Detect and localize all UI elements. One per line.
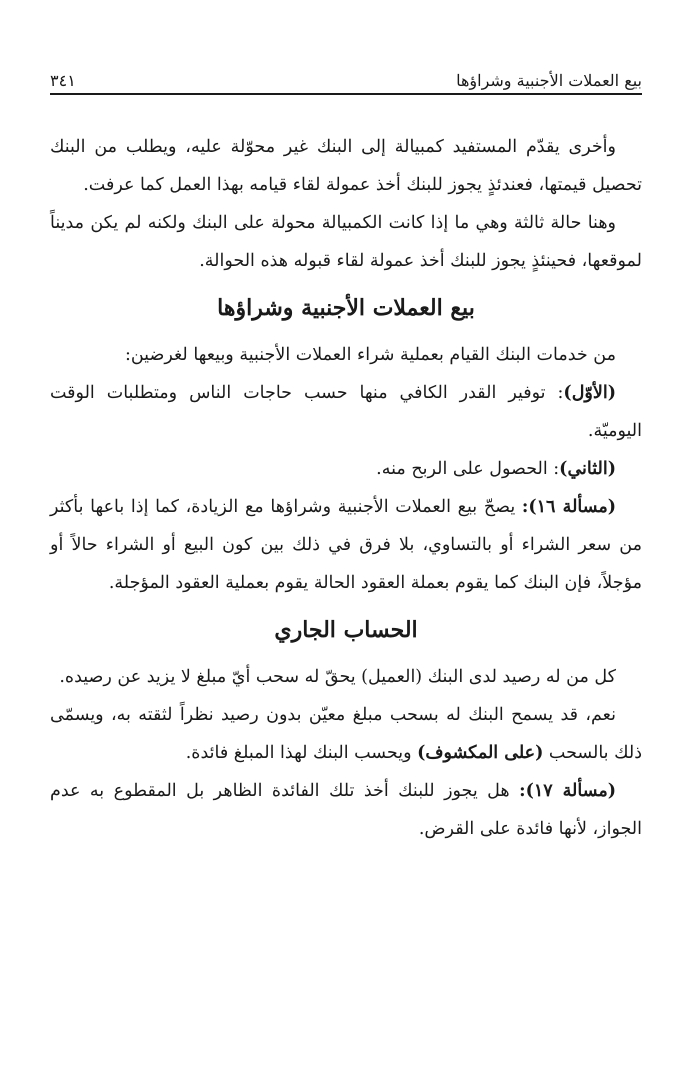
issue-17-label: (مسألة ١٧): xyxy=(519,781,616,801)
overdraft-text-a: نعم، قد يسمح البنك له بسحب مبلغ معيّن بدون رصيد نظراً لثقته به، ويسمّى ذلك بالسحب xyxy=(50,705,642,763)
paragraph-first-purpose xyxy=(50,374,642,450)
paragraph-currency-intro: من خدمات البنك القيام بعملية شراء العملات الأجنبية وبيعها لغرضين: xyxy=(124,345,616,365)
second-purpose-label: (الثاني) xyxy=(559,459,616,479)
section-heading-currency-exchange: بيع العملات الأجنبية وشراؤها xyxy=(217,295,475,321)
paragraph-current-account: كل من له رصيد لدى البنك (العميل) يحقّ له سحب أيّ مبلغ لا يزيد عن رصيده. xyxy=(59,667,616,687)
paragraph-second-purpose xyxy=(50,450,642,488)
section-heading-current-account: الحساب الجاري xyxy=(274,617,418,643)
issue-16-text: يصحّ بيع العملات الأجنبية وشراؤها مع الزيادة، كما إذا باعها بأكثر من سعر الشراء أو بالتساوي، بلا فرق في ذلك بين كون البيع أو الشراء حالاً أو مؤجلاً، فإن البنك كما يقوم بعملة العقود الحالة يقوم بعملية العقود المؤجلة. xyxy=(50,497,642,593)
running-title: بيع العملات الأجنبية وشراؤها xyxy=(456,71,642,90)
issue-17-text: هل يجوز للبنك أخذ تلك الفائدة الظاهر بل المقطوع به عدم الجواز، لأنها فائدة على القرض. xyxy=(50,781,642,839)
paragraph-third-case: وهنا حالة ثالثة وهي ما إذا كانت الكمبيالة محولة على البنك ولكنه لم يكن مديناً لموقعها، فحينئذٍ يجوز للبنك أخذ عمولة لقاء قبوله هذه الحوالة. xyxy=(50,213,642,271)
second-purpose-text: : الحصول على الربح منه. xyxy=(376,459,560,479)
page-content xyxy=(50,128,642,848)
paragraph-issue-16 xyxy=(50,488,642,602)
overdraft-text-b: ويحسب البنك لهذا المبلغ فائدة. xyxy=(185,743,418,763)
paragraph-issue-17 xyxy=(50,772,642,848)
paragraph-bill-collection: وأخرى يقدّم المستفيد كمبيالة إلى البنك غير محوّلة عليه، ويطلب من البنك تحصيل قيمتها، فعندئذٍ يجوز للبنك أخذ عمولة لقاء قيامه بهذا العمل كما عرفت. xyxy=(50,137,642,195)
page-number: ٣٤١ xyxy=(50,71,76,90)
first-purpose-text: : توفير القدر الكافي منها حسب حاجات الناس ومتطلبات الوقت اليوميّة. xyxy=(50,383,642,441)
first-purpose-label: (الأوّل) xyxy=(563,383,616,403)
book-page xyxy=(50,0,642,1073)
issue-16-label: (مسألة ١٦): xyxy=(521,497,616,517)
running-header xyxy=(50,62,642,90)
header-rule xyxy=(50,93,642,95)
paragraph-overdraft xyxy=(50,696,642,772)
overdraft-term: (على المكشوف) xyxy=(417,743,544,763)
